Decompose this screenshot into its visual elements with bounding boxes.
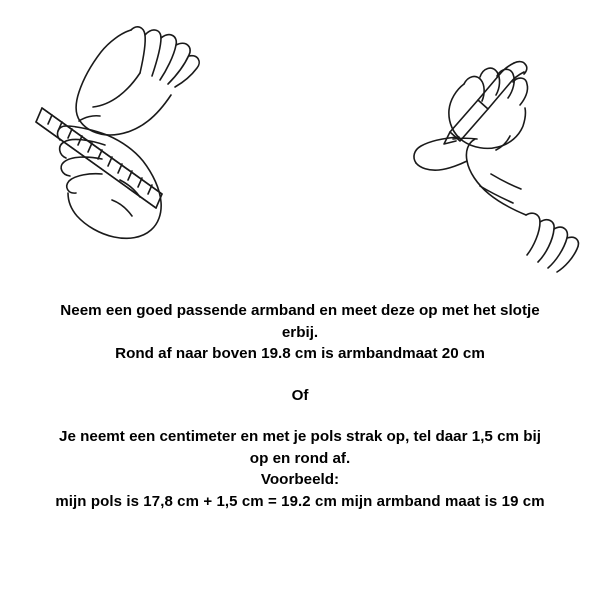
example-calculation: mijn pols is 17,8 cm + 1,5 cm = 19.2 cm mijn armband maat is 19 cm [55,493,545,511]
hand-marking-wrist-with-pen-icon [300,0,600,290]
illustration-right [300,0,600,290]
spacer-above-divider [0,365,600,385]
instruction-line-2: erbij. [281,323,319,341]
instruction-line-5: op en rond af. [249,449,351,467]
instruction-line-3: Rond af naar boven 19.8 cm is armbandmaat 20 cm [115,345,485,363]
instruction-line-4: Je neemt een centimeter en met je pols strak op, tel daar 1,5 cm bij [59,428,541,446]
instruction-divider-word: Of [291,386,309,404]
spacer-below-divider [0,406,600,426]
instruction-paragraph-2 [14,426,586,512]
illustration-left [0,0,300,290]
hand-measuring-bracelet-with-tape-icon [0,0,300,290]
instructions-text-block [0,300,600,512]
example-label: Voorbeeld: [260,471,340,489]
instruction-paragraph-1 [14,300,586,365]
illustration-row [0,0,600,290]
instruction-line-1: Neem een goed passende armband en meet deze op met het slotje [60,302,540,319]
